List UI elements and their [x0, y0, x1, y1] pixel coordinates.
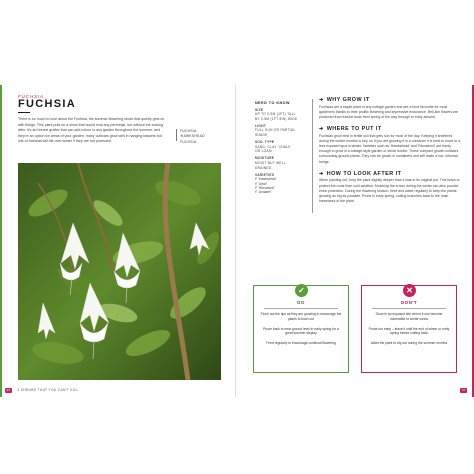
dont-box: [361, 285, 457, 373]
do-item: Pinch out the tips as they are growing to encourage the plants to bush out: [260, 312, 342, 321]
dont-item: Grow in an exposed site where it can become vulnerable to winter winds: [375, 312, 443, 321]
caption-line: FUCHSIA: [180, 139, 197, 144]
sidebar-label: LIGHT: [255, 123, 267, 128]
sidebar-value: SAND, CLAY, CHALK: [255, 144, 291, 149]
sidebar-value: MOIST BUT WELL: [255, 160, 287, 165]
section-heading: HOW TO LOOK AFTER IT: [326, 170, 402, 177]
sidebar-label: SOIL TYPE: [255, 140, 275, 145]
fuchsia-photo: [18, 163, 221, 380]
need-to-know-heading: NEED TO KNOW: [255, 101, 291, 105]
sidebar-label: SIZE: [255, 107, 264, 112]
intro-paragraph: There is so much to love about the Fuchsia, the summer-flowering shrub that quietly gets on with things. This plant puts on a show that would rival any perennial, but without the looking after. It's an honest grafter that can add colour to any garden throughout the summer, and they're an option for areas of your garden; many cultivars grow well in hanging baskets but lots of fuchsias will die over winter if they are not protected.: [18, 117, 165, 144]
arrow-icon: ➜: [319, 170, 324, 177]
left-page-number: 46: [6, 388, 11, 392]
do-title: DO: [297, 300, 305, 305]
sidebar-divider: [312, 99, 313, 213]
right-page: [236, 85, 474, 397]
main-column: [319, 97, 461, 210]
left-page: [0, 85, 236, 397]
sidebar-value: SHADE: [255, 132, 268, 137]
section-where: [319, 126, 461, 165]
section-text: Fuchsias are a staple plant of any cottage garden and are a fond favourite for most gardeners thanks to their prolific flowering and impressive endurance. Bell-like flowers are produced from tubular buds from spring of the way through to early autumn.: [319, 104, 459, 119]
sidebar-list: [255, 108, 307, 195]
sidebar-value: FULL SUN OR PARTIAL: [255, 128, 296, 133]
arrow-icon: ➜: [319, 97, 324, 103]
sidebar-value: BY 0.5M (1FT 8IN) WIDE: [255, 116, 298, 121]
dont-title: DON'T: [400, 300, 418, 305]
do-item: Feed regularly to encourage continual flowering: [266, 341, 336, 346]
sidebar-label: MOISTURE: [255, 156, 275, 161]
cross-icon: ✕: [403, 284, 416, 297]
sidebar-value: F. 'Annabel': [255, 190, 272, 195]
title-underline: [18, 112, 30, 113]
caption-line: FUCHSIA: [180, 129, 197, 133]
do-item: Prune back to near ground level in early spring for a great summer display: [263, 326, 339, 336]
sidebar-value: F. 'Riccartonii': [255, 186, 275, 191]
section-text: Fuchsias grow best in fertile soil that gets sun for most of the day. Keeping it sheltered during the colder months is key, so if you are growing it in a container it is best to move to a less exposed spot in winter. Varieties such as 'Hawkshead' and 'Riccartonii' are hardy enough to grow in a cottage-style garden or shrub border. These compact growth cultivars surrounding ground plants. They can be grown in containers and will make a low, informal hedge.: [319, 133, 461, 164]
check-icon: ✓: [295, 284, 308, 297]
section-why: [319, 97, 461, 120]
sidebar-label: VARIETIES: [255, 172, 275, 177]
sidebar-value: OR LOAM: [255, 149, 272, 154]
dont-item: Prune too early – leave it until the end of winter or early spring before cutting back: [368, 326, 450, 336]
page-title: FUCHSIA: [18, 98, 76, 110]
caption-line: 'HAWKSHEAD': [180, 134, 206, 139]
need-to-know-sidebar: [255, 95, 307, 195]
section-text: When planting out, bury the plant slightly deeper than it was in its original pot. This helps to protect the roots from cold weather. Mulching the crown during the winter can also provide extra protection. During the flowering season, feed and water regularly to keep the plants growing as big as possible. Prune in early spring, cutting branches back to the main framework of the plant.: [319, 178, 460, 204]
sidebar-value: DRAINED: [255, 165, 272, 170]
cultivar-caption: [180, 129, 206, 145]
do-box: [253, 285, 349, 373]
arrow-icon: ➜: [319, 126, 324, 133]
caption-rule: [176, 129, 177, 141]
footer-chapter: 3 SHRUBS THAT YOU CAN'T KILL: [17, 388, 79, 392]
sidebar-value: UP TO 0.5M (1FT) TALL: [255, 112, 296, 117]
latin-name: FUCHSIA: [18, 94, 44, 99]
right-page-number: 47: [461, 388, 466, 392]
book-spread: [0, 85, 474, 397]
sidebar-value: F. 'Hawkshead': [255, 177, 277, 182]
dont-rule: [372, 308, 446, 309]
left-footer: [5, 388, 79, 393]
section-heading: WHERE TO PUT IT: [326, 126, 382, 133]
section-how: [319, 171, 461, 205]
dont-item: Allow the plant to dry out during the summer months: [370, 341, 448, 346]
sidebar-value: F. 'Genii': [255, 181, 267, 186]
do-rule: [264, 308, 338, 309]
section-heading: WHY GROW IT: [326, 97, 370, 103]
